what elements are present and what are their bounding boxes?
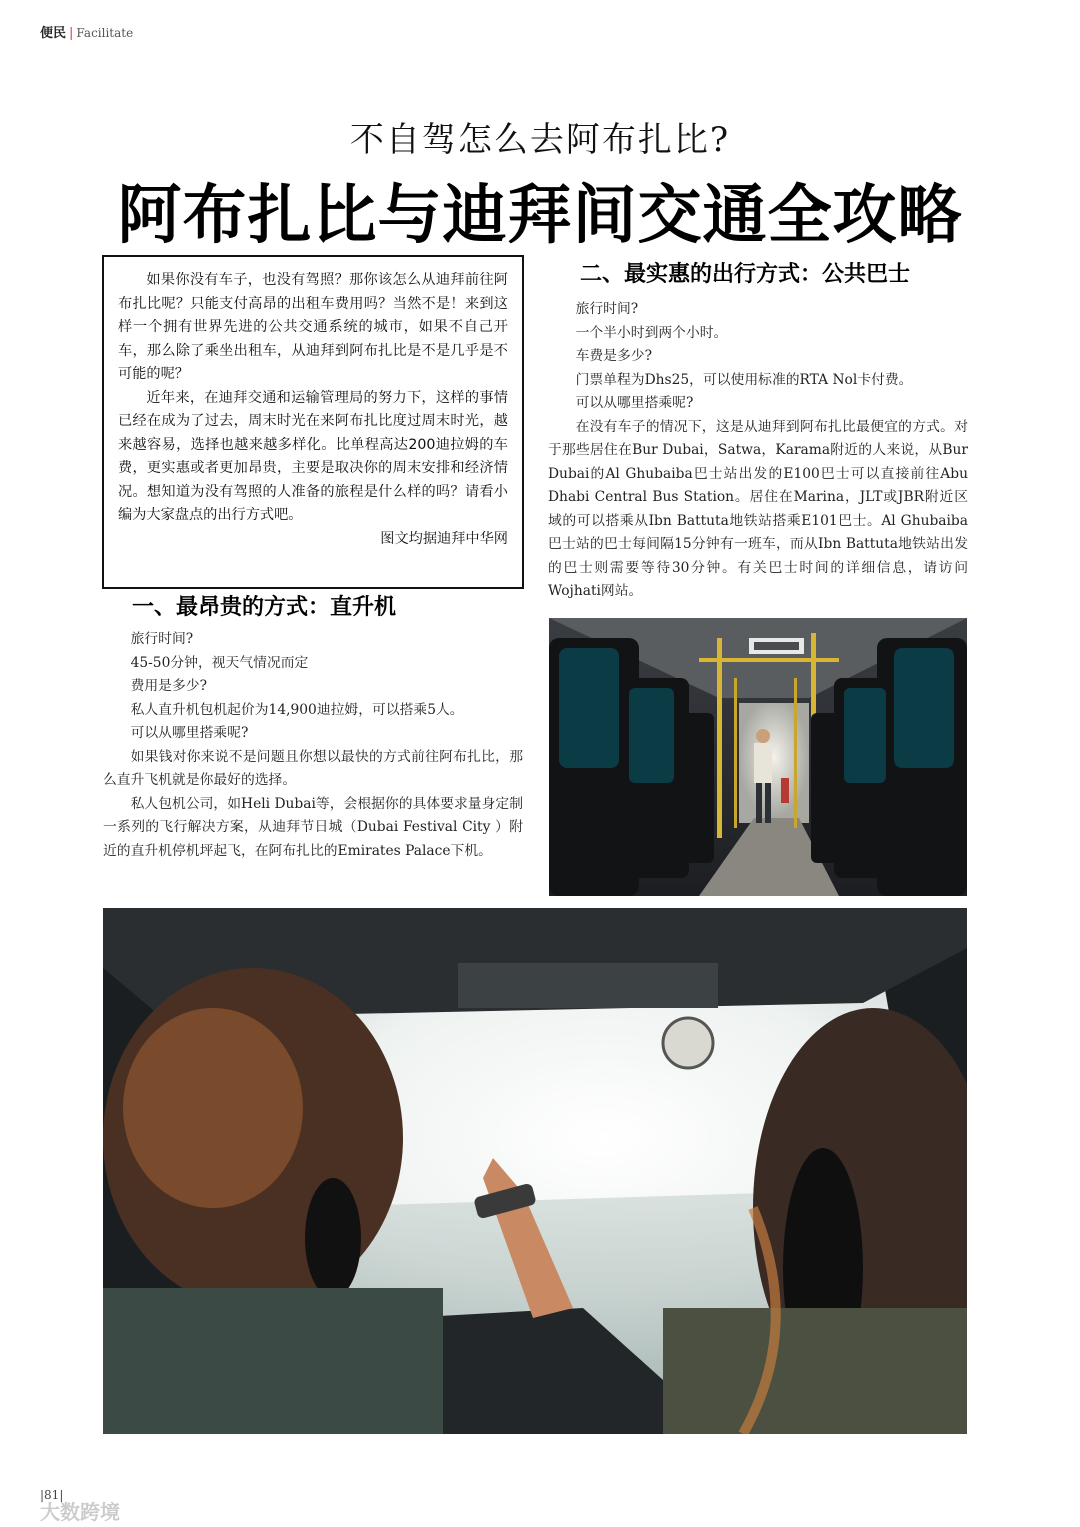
section1-line: 如果钱对你来说不是问题且你想以最快的方式前往阿布扎比，那么直升飞机就是你最好的选择。 (103, 748, 523, 788)
section1-heading: 一、最昂贵的方式：直升机 (132, 595, 397, 620)
page-number: |81| (40, 1488, 64, 1502)
section2-line: 门票单程为Dhs25，可以使用标准的RTA Nol卡付费。 (575, 371, 913, 388)
section2-body (548, 298, 968, 604)
intro-paragraph (118, 387, 508, 552)
running-head (40, 22, 133, 41)
section1-line: 可以从哪里搭乘呢? (130, 725, 249, 741)
page-number-text: 81 (44, 1488, 60, 1502)
article-subtitle: 不自驾怎么去阿布扎比? (349, 120, 731, 160)
section2-heading: 二、最实惠的出行方式：公共巴士 (580, 262, 911, 287)
section-name-en: Facilitate (76, 26, 134, 40)
section2-line: 车费是多少? (575, 348, 652, 364)
section1-line: 45-50分钟，视天气情况而定 (130, 654, 309, 671)
section1-line: 私人包机公司，如Heli Dubai等，会根据你的具体要求量身定制一系列的飞行解决方案，从迪拜节日城（Dubai Festival City ）附近的直升机停机坪起飞，在阿布扎比的Emirates Palace下机。 (103, 795, 523, 859)
bus-interior-photo (549, 618, 967, 896)
section2-line: 旅行时间? (575, 301, 639, 317)
header-divider: | (69, 26, 74, 41)
intro-box (102, 255, 524, 589)
section1-body (103, 628, 523, 863)
section2-line: 一个半小时到两个小时。 (575, 324, 728, 341)
watermark: 大数跨境 (40, 1500, 120, 1524)
intro-credit: 图文均据迪拜中华网 (380, 530, 508, 547)
intro-paragraph: 如果你没有车子，也没有驾照？那你该怎么从迪拜前往阿布扎比呢？只能支付高昂的出租车费用吗？当然不是！来到这样一个拥有世界先进的公共交通系统的城市，如果不自己开车，那么除了乘坐出租车，从迪拜到阿布扎比是不是几乎是不可能的呢？ (118, 272, 508, 382)
article-title: 阿布扎比与迪拜间交通全攻略 (117, 179, 963, 253)
section2-line: 在没有车子的情况下，这是从迪拜到阿布扎比最便宜的方式。对于那些居住在Bur Dubai，Satwa，Karama附近的人来说，从Bur Dubai的Al Ghubaiba巴士站出发的E100巴士可以直接前往Abu Dhabi Central Bus Station。居住在Marina，JLT或JBR附近区域的可以搭乘从Ibn Battuta地铁站搭乘E101巴士。Al Ghubaiba巴士站的巴士每间隔15分钟有一班车，而从Ibn Battuta地铁站出发的巴士则需要等待30分钟。有关巴士时间的详细信息，请访问Wojhati网站。 (548, 418, 968, 599)
section1-line: 旅行时间? (130, 631, 194, 647)
section-name: 便民 (40, 26, 67, 41)
intro-paragraph-text: 近年来，在迪拜交通和运输管理局的努力下，这样的事情已经在成为了过去，周末时光在来阿布扎比度过周末时光，越来越容易，选择也越来越多样化。比单程高达200迪拉姆的车费，更实惠或者更加昂贵，主要是取决你的周末安排和经济情况。想知道为没有驾照的人准备的旅程是什么样的吗？请看小编为大家盘点的出行方式吧。 (118, 389, 508, 523)
section2-line: 可以从哪里搭乘呢? (575, 395, 694, 411)
bus-interior-illustration (549, 618, 967, 896)
section1-line: 费用是多少? (130, 678, 207, 694)
helicopter-cockpit-illustration (103, 908, 967, 1434)
helicopter-cockpit-photo (103, 908, 967, 1434)
section1-line: 私人直升机包机起价为14,900迪拉姆，可以搭乘5人。 (130, 701, 464, 718)
